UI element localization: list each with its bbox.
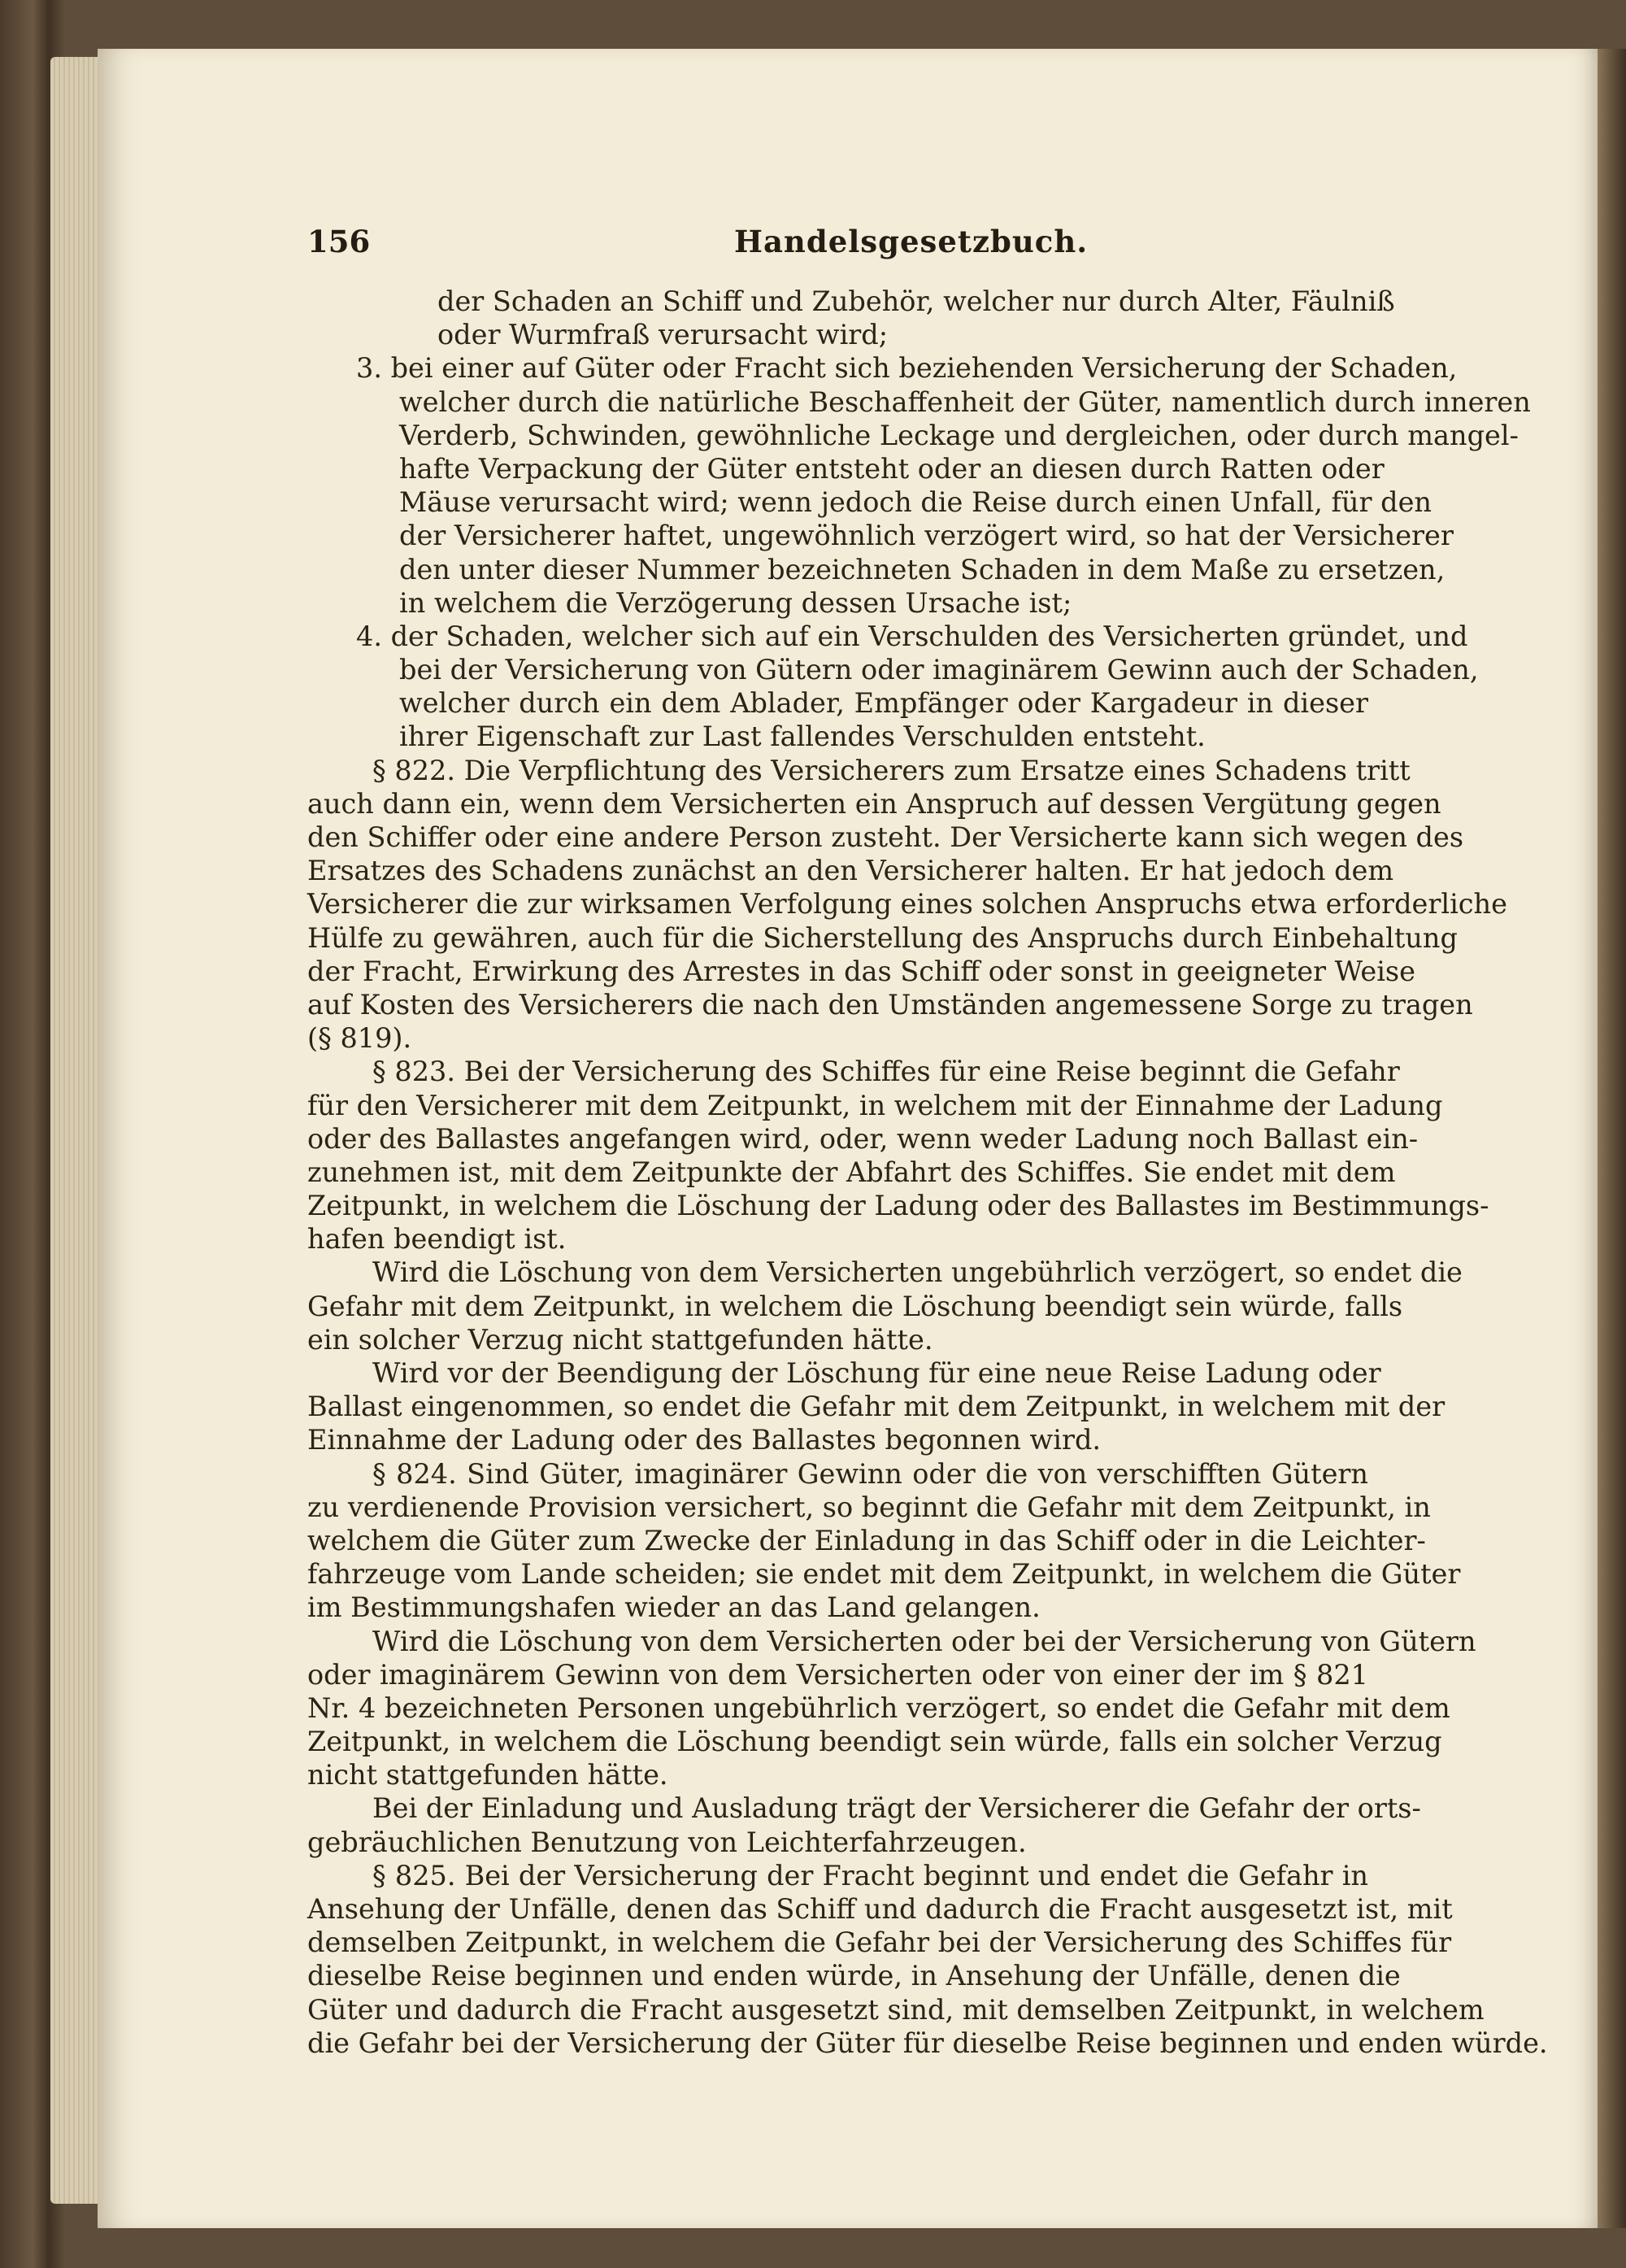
text-line: Zeitpunkt, in welchem die Löschung beendigt sein würde, falls ein solcher Verzug	[307, 1726, 1442, 1758]
text-line: die Gefahr bei der Versicherung der Güter für dieselbe Reise beginnen und enden würde.	[307, 2026, 1548, 2059]
text-line: dieselbe Reise beginnen und enden würde, in Ansehung der Unfälle, denen die	[307, 1960, 1401, 1992]
text-line: Ansehung der Unfälle, denen das Schiff und dadurch die Fracht ausgesetzt ist, mit	[307, 1893, 1453, 1925]
text-line: auch dann ein, wenn dem Versicherten ein Anspruch auf dessen Vergütung gegen	[307, 787, 1441, 820]
text-line: Verderb, Schwinden, gewöhnliche Leckage und dergleichen, oder durch mangel-	[399, 419, 1519, 451]
text-line: welcher durch die natürliche Beschaffenheit der Güter, namentlich durch inneren	[399, 385, 1531, 418]
text-line: in welchem die Verzögerung dessen Ursache ist;	[399, 586, 1072, 619]
text-line: fahrzeuge vom Lande scheiden; sie endet mit dem Zeitpunkt, in welchem die Güter	[307, 1558, 1461, 1591]
text-line: ein solcher Verzug nicht stattgefunden hätte.	[307, 1323, 933, 1356]
text-line: bei der Versicherung von Gütern oder imaginärem Gewinn auch der Schaden,	[399, 654, 1479, 686]
text-line: § 825. Bei der Versicherung der Fracht beginnt und endet die Gefahr in	[372, 1859, 1368, 1891]
text-line: ihrer Eigenschaft zur Last fallendes Verschulden entsteht.	[399, 720, 1206, 753]
text-line: gebräuchlichen Benutzung von Leichterfahrzeugen.	[307, 1826, 1027, 1858]
text-line: hafen beendigt ist.	[307, 1223, 567, 1256]
text-line: Hülfe zu gewähren, auch für die Sicherstellung des Anspruchs durch Einbehaltung	[307, 921, 1458, 954]
text-line: Güter und dadurch die Fracht ausgesetzt sind, mit demselben Zeitpunkt, in welchem	[307, 1993, 1485, 2026]
page-number: 156	[307, 224, 371, 259]
text-line: Nr. 4 bezeichneten Personen ungebührlich verzögert, so endet die Gefahr mit dem	[307, 1691, 1450, 1724]
text-line: oder Wurmfraß verursacht wird;	[437, 319, 889, 351]
text-line: 3. bei einer auf Güter oder Fracht sich beziehenden Versicherung der Schaden,	[356, 352, 1458, 385]
text-line: der Schaden an Schiff und Zubehör, welcher nur durch Alter, Fäulniß	[437, 285, 1395, 317]
text-line: auf Kosten des Versicherers die nach den Umständen angemessene Sorge zu tragen	[307, 988, 1473, 1021]
text-line: der Versicherer haftet, ungewöhnlich verzögert wird, so hat der Versicherer	[399, 520, 1454, 552]
text-line: den Schiffer oder eine andere Person zusteht. Der Versicherte kann sich wegen des	[307, 821, 1464, 853]
text-line: Zeitpunkt, in welchem die Löschung der Ladung oder des Ballastes im Bestimmungs-	[307, 1190, 1489, 1222]
text-line: Ersatzes des Schadens zunächst an den Versicherer halten. Er hat jedoch dem	[307, 855, 1394, 887]
text-line: Mäuse verursacht wird; wenn jedoch die Reise durch einen Unfall, für den	[399, 486, 1433, 519]
text-line: den unter dieser Nummer bezeichneten Schaden in dem Maße zu ersetzen,	[399, 553, 1446, 586]
text-line: zu verdienende Provision versichert, so beginnt die Gefahr mit dem Zeitpunkt, in	[307, 1491, 1431, 1523]
text-line: Wird vor der Beendigung der Löschung für eine neue Reise Ladung oder	[372, 1357, 1381, 1389]
text-line: welchem die Güter zum Zwecke der Einladung in das Schiff oder in die Leichter-	[307, 1524, 1426, 1556]
text-line: oder imaginärem Gewinn von dem Versicherten oder von einer der im § 821	[307, 1658, 1368, 1691]
book-spine	[1598, 49, 1626, 2228]
text-line: der Fracht, Erwirkung des Arrestes in das Schiff oder sonst in geeigneter Weise	[307, 955, 1415, 987]
text-line: Ballast eingenommen, so endet die Gefahr mit dem Zeitpunkt, in welchem mit der	[307, 1391, 1446, 1423]
page-body-text	[307, 285, 1548, 2060]
text-line: Wird die Löschung von dem Versicherten ungebührlich verzögert, so endet die	[372, 1256, 1463, 1289]
text-line: § 822. Die Verpflichtung des Versicherers zum Ersatze eines Schadens tritt	[372, 754, 1411, 786]
text-line: Wird die Löschung von dem Versicherten oder bei der Versicherung von Gütern	[372, 1625, 1476, 1657]
text-line: oder des Ballastes angefangen wird, oder, wenn weder Ladung noch Ballast ein-	[307, 1122, 1419, 1155]
text-line: (§ 819).	[307, 1022, 412, 1055]
text-line: § 823. Bei der Versicherung des Schiffes für eine Reise beginnt die Gefahr	[372, 1056, 1400, 1088]
text-line: hafte Verpackung der Güter entsteht oder an diesen durch Ratten oder	[399, 452, 1385, 485]
running-title: Handelsgesetzbuch.	[734, 224, 1089, 259]
text-line: zunehmen ist, mit dem Zeitpunkte der Abfahrt des Schiffes. Sie endet mit dem	[307, 1156, 1396, 1188]
text-line: Bei der Einladung und Ausladung trägt der Versicherer die Gefahr der orts-	[372, 1792, 1421, 1825]
text-line: demselben Zeitpunkt, in welchem die Gefahr bei der Versicherung des Schiffes für	[307, 1926, 1452, 1959]
text-line: für den Versicherer mit dem Zeitpunkt, in welchem mit der Einnahme der Ladung	[307, 1089, 1443, 1121]
text-line: 4. der Schaden, welcher sich auf ein Verschulden des Versicherten gründet, und	[356, 620, 1468, 652]
text-line: § 824. Sind Güter, imaginärer Gewinn oder die von verschifften Gütern	[372, 1457, 1368, 1490]
text-line: Versicherer die zur wirksamen Verfolgung eines solchen Anspruchs etwa erforderliche	[307, 888, 1507, 921]
page-header	[307, 224, 1368, 264]
text-line: nicht stattgefunden hätte.	[307, 1759, 668, 1791]
text-line: Gefahr mit dem Zeitpunkt, in welchem die Löschung beendigt sein würde, falls	[307, 1290, 1403, 1322]
text-line: im Bestimmungshafen wieder an das Land gelangen.	[307, 1591, 1041, 1624]
text-line: welcher durch ein dem Ablader, Empfänger oder Kargadeur in dieser	[399, 687, 1368, 720]
text-line: Einnahme der Ladung oder des Ballastes begonnen wird.	[307, 1424, 1102, 1456]
